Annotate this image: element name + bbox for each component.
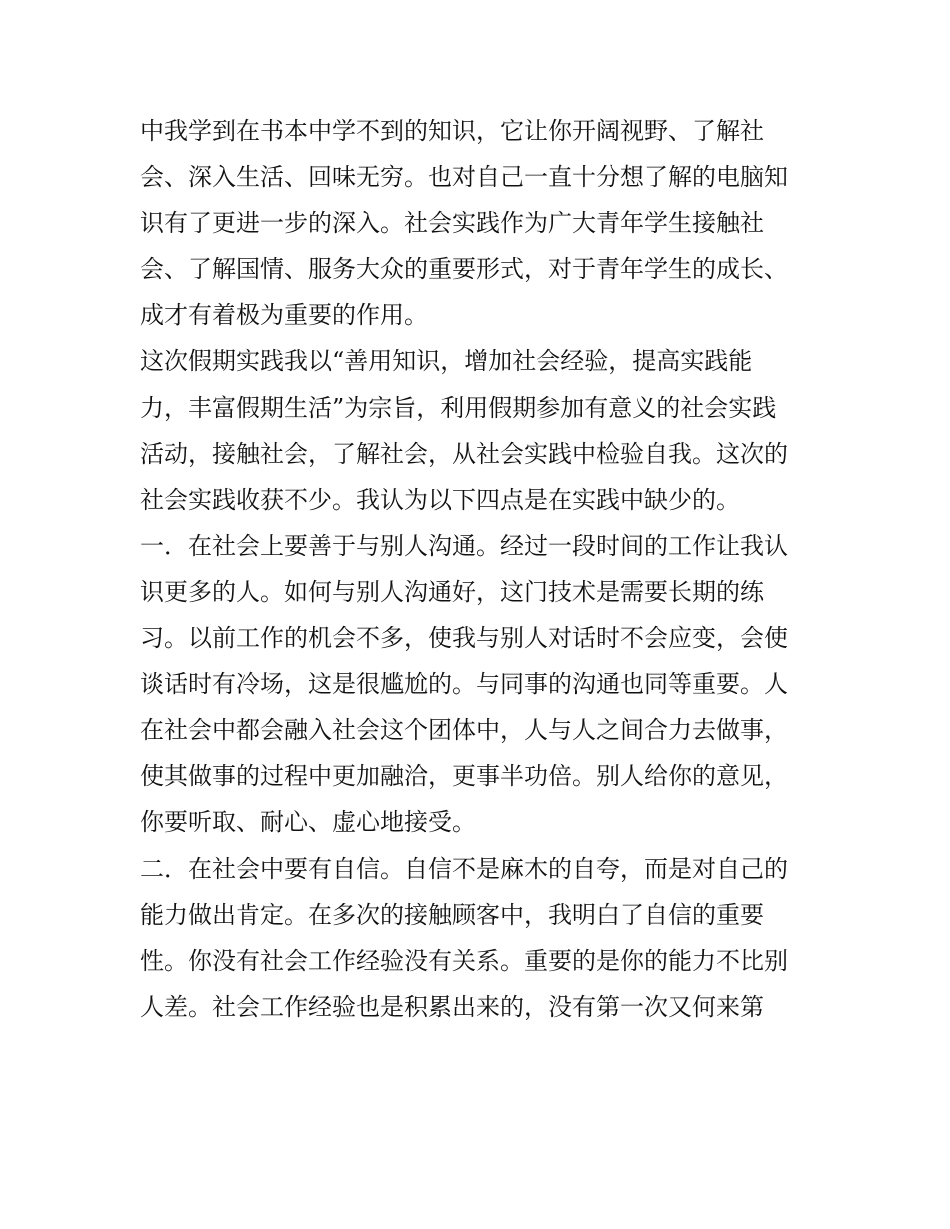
text-line: 力，丰富假期生活”为宗旨，利用假期参加有意义的社会实践 <box>140 393 777 422</box>
text-line: 谈话时有冷场，这是很尴尬的。与同事的沟通也同等重要。人 <box>140 670 788 699</box>
document-body <box>140 108 812 1030</box>
text-line: 社会实践收获不少。我认为以下四点是在实践中缺少的。 <box>140 485 740 514</box>
text-line: 活动，接触社会，了解社会，从社会实践中检验自我。这次的 <box>140 439 788 468</box>
text-line: 成才有着极为重要的作用。 <box>140 301 428 330</box>
text-line: 人差。社会工作经验也是积累出来的，没有第一次又何来第 <box>140 992 764 1021</box>
text-line: 性。你没有社会工作经验没有关系。重要的是你的能力不比别 <box>140 946 788 975</box>
text-line: 习。以前工作的机会不多，使我与别人对话时不会应变，会使 <box>140 624 788 653</box>
text-line: 这次假期实践我以“善用知识，增加社会经验，提高实践能 <box>140 347 753 376</box>
text-line: 中我学到在书本中学不到的知识，它让你开阔视野、了解社 <box>140 117 764 145</box>
text-line: 能力做出肯定。在多次的接触顾客中，我明白了自信的重要 <box>140 900 764 929</box>
text-line: 识有了更进一步的深入。社会实践作为广大青年学生接触社 <box>140 209 764 238</box>
text-line: 会、深入生活、回味无穷。也对自己一直十分想了解的电脑知 <box>140 163 788 192</box>
text-line: 识更多的人。如何与别人沟通好，这门技术是需要长期的练 <box>140 577 764 606</box>
text-line: 使其做事的过程中更加融洽，更事半功倍。别人给你的意见， <box>140 762 788 791</box>
text-line: 二．在社会中要有自信。自信不是麻木的自夸，而是对自己的 <box>140 854 788 883</box>
text-line: 会、了解国情、服务大众的重要形式，对于青年学生的成长、 <box>140 255 788 284</box>
text-line: 你要听取、耐心、虚心地接受。 <box>140 808 476 837</box>
text-line: 在社会中都会融入社会这个团体中，人与人之间合力去做事， <box>140 716 788 745</box>
text-line: 一．在社会上要善于与别人沟通。经过一段时间的工作让我认 <box>140 531 788 560</box>
